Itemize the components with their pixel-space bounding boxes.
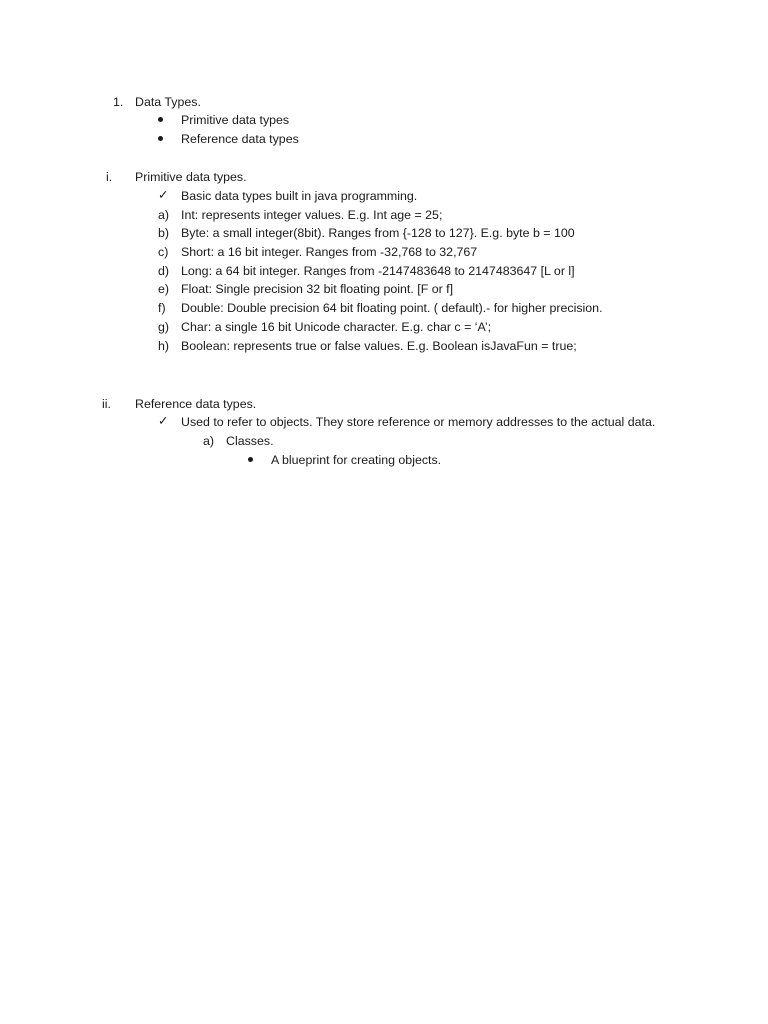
list-item-double: Double: Double precision 64 bit floating point. ( default).- for higher precision. <box>181 301 603 315</box>
list-item-int: Int: represents integer values. E.g. Int age = 25; <box>181 208 443 222</box>
list-item-short: Short: a 16 bit integer. Ranges from -32,768 to 32,767 <box>181 245 478 259</box>
bullet-item-reference: Reference data types <box>181 132 299 146</box>
list-item-long: Long: a 64 bit integer. Ranges from -2147483648 to 2147483647 [L or l] <box>181 264 575 278</box>
check-item-reference: Used to refer to objects. They store reference or memory addresses to the actual data. <box>181 415 656 429</box>
list-number-i: i. <box>106 170 113 184</box>
section-title-reference: Reference data types. <box>135 397 257 411</box>
bullet-icon <box>158 136 163 141</box>
bullet-item-primitive: Primitive data types <box>181 113 290 127</box>
list-marker-a: a) <box>158 208 170 222</box>
list-marker-d: d) <box>158 264 170 278</box>
check-item-primitive: Basic data types built in java programming. <box>181 189 418 203</box>
list-marker-f: f) <box>158 301 166 315</box>
section-title-primitive: Primitive data types. <box>135 170 247 184</box>
section-title-data-types: Data Types. <box>135 95 201 109</box>
list-item-float: Float: Single precision 32 bit floating point. [F or f] <box>181 282 454 296</box>
checkmark-icon: ✓ <box>158 414 169 428</box>
list-marker-h: h) <box>158 339 170 353</box>
bullet-icon <box>248 457 253 462</box>
list-number-1: 1. <box>113 95 124 109</box>
list-marker-e: e) <box>158 282 170 296</box>
list-marker-b: b) <box>158 226 170 240</box>
checkmark-icon: ✓ <box>158 188 169 202</box>
list-item-byte: Byte: a small integer(8bit). Ranges from {-128 to 127}. E.g. byte b = 100 <box>181 226 575 240</box>
list-marker-g: g) <box>158 320 170 334</box>
list-marker-sub-a: a) <box>203 434 215 448</box>
list-marker-c: c) <box>158 245 169 259</box>
list-item-char: Char: a single 16 bit Unicode character. E.g. char c = ‘A’; <box>181 320 492 334</box>
list-number-ii: ii. <box>102 397 111 411</box>
bullet-icon <box>158 117 163 122</box>
bullet-item-blueprint: A blueprint for creating objects. <box>271 453 442 467</box>
list-item-boolean: Boolean: represents true or false values. E.g. Boolean isJavaFun = true; <box>181 339 577 353</box>
sub-item-classes: Classes. <box>226 434 274 448</box>
